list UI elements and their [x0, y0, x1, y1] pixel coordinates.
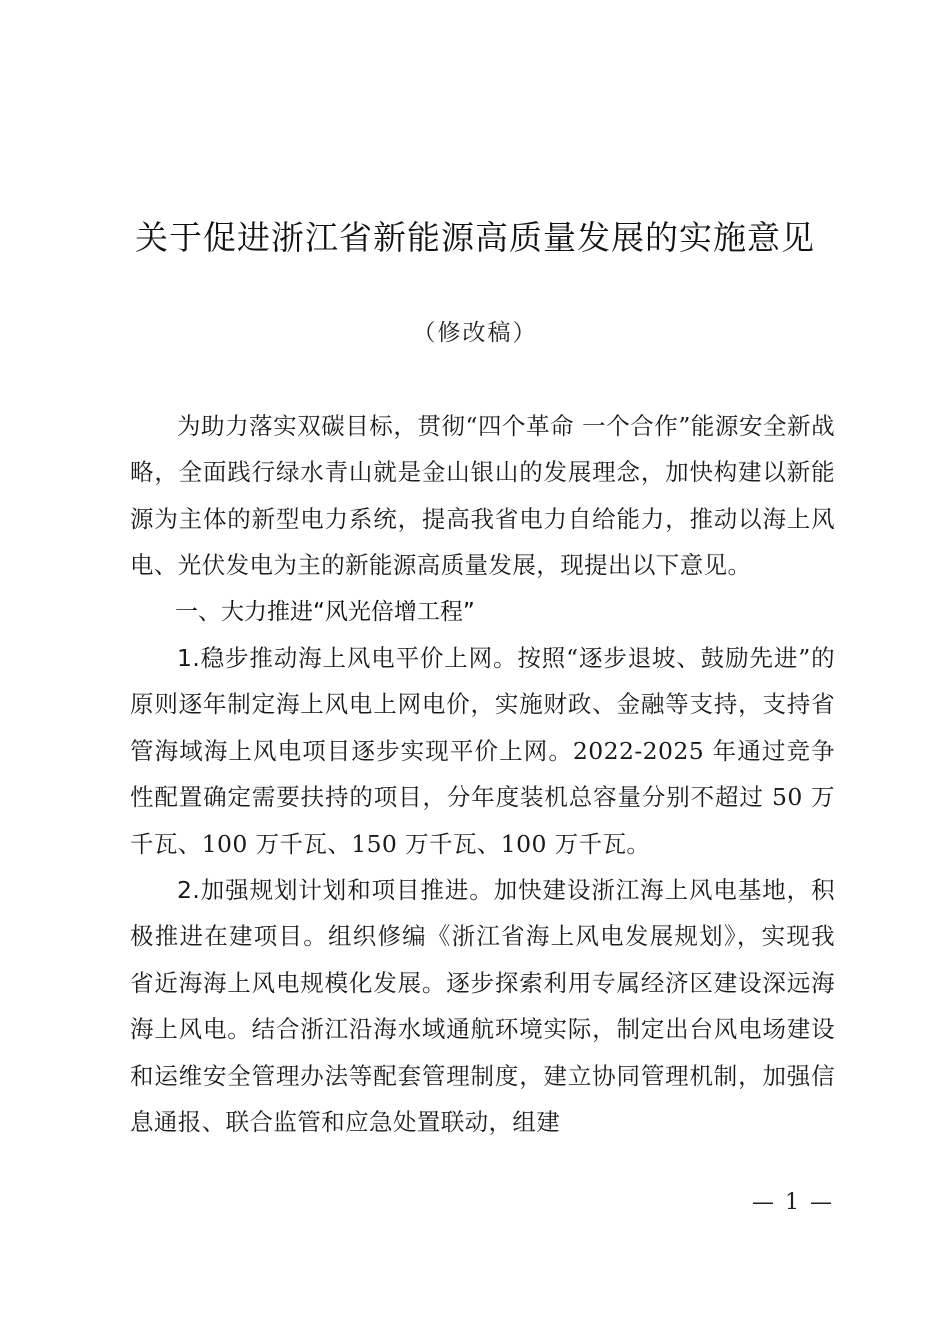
item-2-lead: 2.加强规划计划和项目推进。	[177, 876, 494, 905]
document-subtitle: （修改稿）	[412, 320, 538, 346]
intro-paragraph: 为助力落实双碳目标，贯彻“四个革命 一个合作”能源安全新战略，全面践行绿水青山就是金山银山的发展理念，加快构建以新能源为主体的新型电力系统，提高我省电力自给能力，推动以海上风电、光伏发电为主的新能源高质量发展，现提出以下意见。	[130, 412, 835, 580]
item-1-text: 按照“逐步退坡、鼓励先进”的原则逐年制定海上风电上网电价，实施财政、金融等支持，支持省管海域海上风电项目逐步实现平价上网。2022-2025 年通过竞争性配置确定需要扶持的项目，分年度装机总容量分别不超过 50 万千瓦、100 万千瓦、150 万千瓦、100 万千瓦。	[130, 644, 835, 858]
item-1-paragraph	[130, 635, 835, 867]
item-2-text: 加快建设浙江海上风电基地，积极推进在建项目。组织修编《浙江省海上风电发展规划》，实现我省近海海上风电规模化发展。逐步探索利用专属经济区建设深远海海上风电。结合浙江沿海水域通航环境实际，制定出台风电场建设和运维安全管理办法等配套管理制度，建立协同管理机制，加强信息通报、联合监管和应急处置联动，组建	[130, 876, 835, 1137]
section-heading: 一、大力推进“风光倍增工程”	[175, 598, 475, 625]
item-2-paragraph	[130, 867, 835, 1145]
page-number: — 1 —	[752, 1190, 834, 1215]
item-1-lead: 1.稳步推动海上风电平价上网。	[177, 644, 518, 673]
document-body	[130, 403, 835, 1146]
document-title: 关于促进浙江省新能源高质量发展的实施意见	[135, 218, 815, 257]
